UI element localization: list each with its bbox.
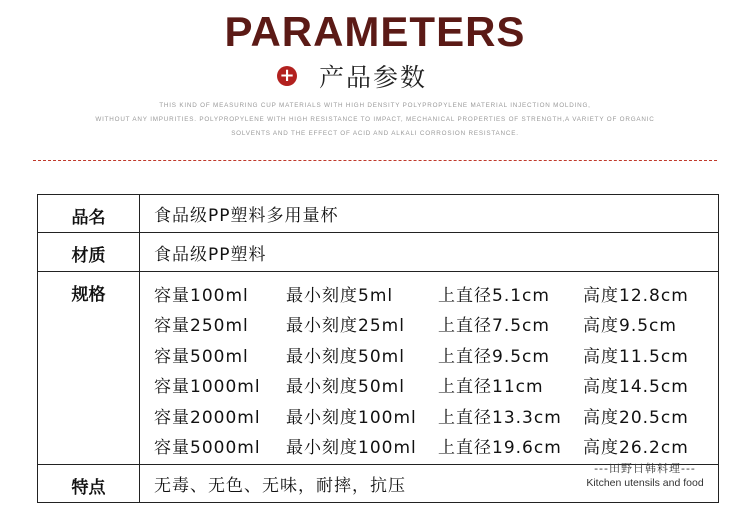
table-row-specs (38, 272, 718, 465)
spec-height: 高度26.2cm (583, 438, 689, 459)
table-row-material (38, 233, 718, 272)
spec-min-scale: 最小刻度5ml (286, 285, 394, 306)
spec-capacity: 容量2000ml (154, 407, 261, 428)
spec-top-diameter: 上直径11cm (438, 377, 544, 398)
spec-height: 高度11.5cm (583, 346, 689, 367)
row-value: 食品级PP塑料多用量杯 (154, 206, 339, 226)
spec-capacity: 容量500ml (154, 346, 249, 367)
row-value: 无毒、无色、无味，耐摔，抗压 (154, 476, 406, 496)
spec-grid (140, 272, 718, 464)
spec-capacity: 容量1000ml (154, 377, 261, 398)
spec-top-diameter: 上直径5.1cm (438, 285, 550, 306)
dashed-divider (33, 160, 717, 161)
spec-capacity: 容量250ml (154, 316, 249, 337)
watermark-en: Kitchen utensils and food (586, 477, 704, 489)
page-subtitle: 产品参数 (319, 63, 428, 92)
row-value: 食品级PP塑料 (154, 244, 267, 265)
description-line-2: WITHOUT ANY IMPURITIES. POLYPROPYLENE WITH HIGH RESISTANCE TO IMPACT, MECHANICAL PROPERTIES OF STRENGTH,A VARIETY OF ORGANIC (95, 116, 655, 123)
spec-top-diameter: 上直径7.5cm (438, 316, 550, 337)
row-label: 品名 (38, 195, 140, 232)
page-title: PARAMETERS (224, 8, 526, 55)
plus-icon: + (277, 66, 297, 86)
description-line-1: THIS KIND OF MEASURING CUP MATERIALS WITH HIGH DENSITY POLYPROPYLENE MATERIAL INJECTION MOLDING, (159, 102, 591, 109)
spec-line (154, 339, 718, 370)
spec-top-diameter: 上直径9.5cm (438, 346, 550, 367)
watermark (570, 460, 720, 489)
description-line-3: SOLVENTS AND THE EFFECT OF ACID AND ALKALI CORROSION RESISTANCE. (231, 130, 519, 137)
row-label: 特点 (38, 465, 140, 502)
spec-height: 高度20.5cm (583, 407, 689, 428)
spec-capacity: 容量100ml (154, 285, 249, 306)
spec-min-scale: 最小刻度50ml (286, 377, 405, 398)
spec-min-scale: 最小刻度100ml (286, 438, 417, 459)
subtitle-row (277, 60, 427, 92)
spec-min-scale: 最小刻度100ml (286, 407, 417, 428)
spec-height: 高度9.5cm (583, 316, 677, 337)
spec-top-diameter: 上直径19.6cm (438, 438, 562, 459)
spec-min-scale: 最小刻度25ml (286, 316, 405, 337)
spec-line (154, 278, 718, 309)
spec-line (154, 431, 718, 462)
spec-height: 高度12.8cm (583, 285, 689, 306)
spec-line (154, 400, 718, 431)
spec-min-scale: 最小刻度50ml (286, 346, 405, 367)
spec-line (154, 370, 718, 401)
spec-height: 高度14.5cm (583, 377, 689, 398)
spec-top-diameter: 上直径13.3cm (438, 407, 562, 428)
spec-line (154, 309, 718, 340)
watermark-cn: ---田野日韩料理--- (594, 462, 696, 475)
table-row-name (38, 195, 718, 233)
parameters-table (37, 194, 719, 503)
spec-capacity: 容量5000ml (154, 438, 261, 459)
row-label: 规格 (38, 272, 140, 464)
row-label: 材质 (38, 233, 140, 271)
